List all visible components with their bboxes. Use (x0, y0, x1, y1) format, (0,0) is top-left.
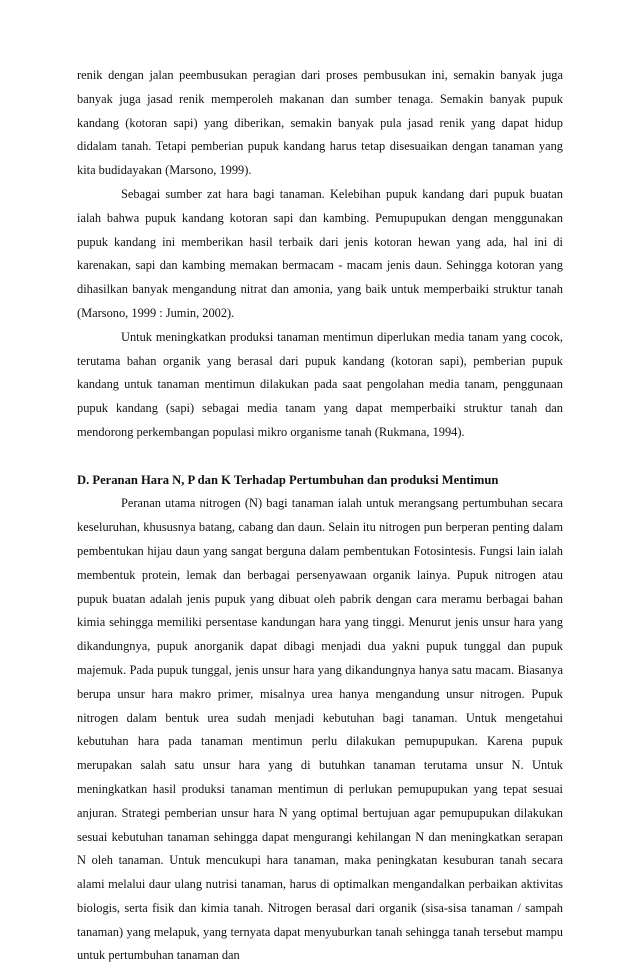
document-page (77, 64, 563, 968)
paragraph-peranan-nitrogen: Peranan utama nitrogen (N) bagi tanaman ialah untuk merangsang pertumbuhan secara keseluruhan, khususnya batang, cabang dan daun. Selain itu nitrogen pun berperan penting dalam pembentukan hijau daun yang sangat berguna dalam pembentukan Fotosintesis. Fungsi lain ialah membentuk protein, lemak dan berbagai persenyawaan organik lainya. Pupuk nitrogen atau pupuk buatan adalah jenis pupuk yang dibuat oleh pabrik dengan cara meramu berbagai bahan kimia sehingga memiliki persentase kandungan hara yang tinggi. Menurut jenis unsur hara yang dikandungnya, pupuk anorganik dapat dibagi menjadi dua yakni pupuk tunggal dan pupuk majemuk. Pada pupuk tunggal, jenis unsur hara yang dikandungnya hanya satu macam. Biasanya berupa unsur hara makro primer, misalnya urea hanya mengandung unsur nitrogen. Pupuk nitrogen dalam bentuk urea sudah menjadi kebutuhan bagi tanaman. Untuk mengetahui kebutuhan hara pada tanaman mentimun perlu dilakukan pemupupukan. Karena pupuk merupakan salah satu unsur hara yang di butuhkan tanaman terutama unsur N. Untuk meningkatkan hasil produksi tanaman mentimun di perlukan pemupupukan yang tepat sesuai anjuran. Strategi pemberian unsur hara N yang optimal bertujuan agar pemupupukan dilakukan sesuai kebutuhan tanaman sehingga dapat mengurangi kehilangan N dan meningkatkan serapan N oleh tanaman. Untuk mencukupi hara tanaman, maka peningkatan kesuburan tanah secara alami melalui daur ulang nutrisi tanaman, harus di optimalkan mengandalkan perbaikan aktivitas biologis, serta fisik dan kimia tanah. Nitrogen berasal dari organik (sisa-sisa tanaman / sampah tanaman) yang melapuk, yang ternyata dapat menyuburkan tanah sehingga tanah tersebut mampu untuk pertumbuhan tanaman dan (77, 496, 563, 963)
paragraph-spacer (77, 445, 563, 469)
paragraph-pupuk-kandang-continued: renik dengan jalan peembusukan peragian dari proses pembusukan ini, semakin banyak juga banyak juga jasad renik memperoleh makanan dan sumber tenaga. Semakin banyak pupuk kandang (kotoran sapi) yang diberikan, semakin banyak pula jasad renik yang dapat hidup didalam tanah. Tetapi pemberian pupuk kandang harus tetap disesuaikan dengan tanaman yang kita budidayakan (Marsono, 1999). (77, 68, 563, 178)
paragraph-produksi-mentimun: Untuk meningkatkan produksi tanaman mentimun diperlukan media tanam yang cocok, terutama bahan organik yang berasal dari pupuk kandang (kotoran sapi), pemberian pupuk kandang untuk tanaman mentimun dilakukan pada saat pengolahan media tanam, penggunaan pupuk kandang (sapi) sebagai media tanam yang dapat memperbaiki struktur tanah dan mendorong perkembangan populasi mikro organisme tanah (Rukmana, 1994). (77, 329, 563, 439)
section-heading: D. Peranan Hara N, P dan K Terhadap Pertumbuhan dan produksi Mentimun (77, 472, 499, 487)
paragraph-sumber-zat-hara: Sebagai sumber zat hara bagi tanaman. Kelebihan pupuk kandang dari pupuk buatan ialah bahwa pupuk kandang kotoran sapi dan kambing. Pemupupukan dengan menggunakan pupuk kandang ini memberikan hasil terbaik dari jenis kotoran hewan yang ada, hal ini di karenakan, sapi dan kambing memakan bermacam - macam jenis daun. Sehingga kotoran yang dihasilkan banyak mengandung nitrat dan amonia, yang baik untuk memperbaiki struktur tanah (Marsono, 1999 : Jumin, 2002). (77, 186, 563, 320)
